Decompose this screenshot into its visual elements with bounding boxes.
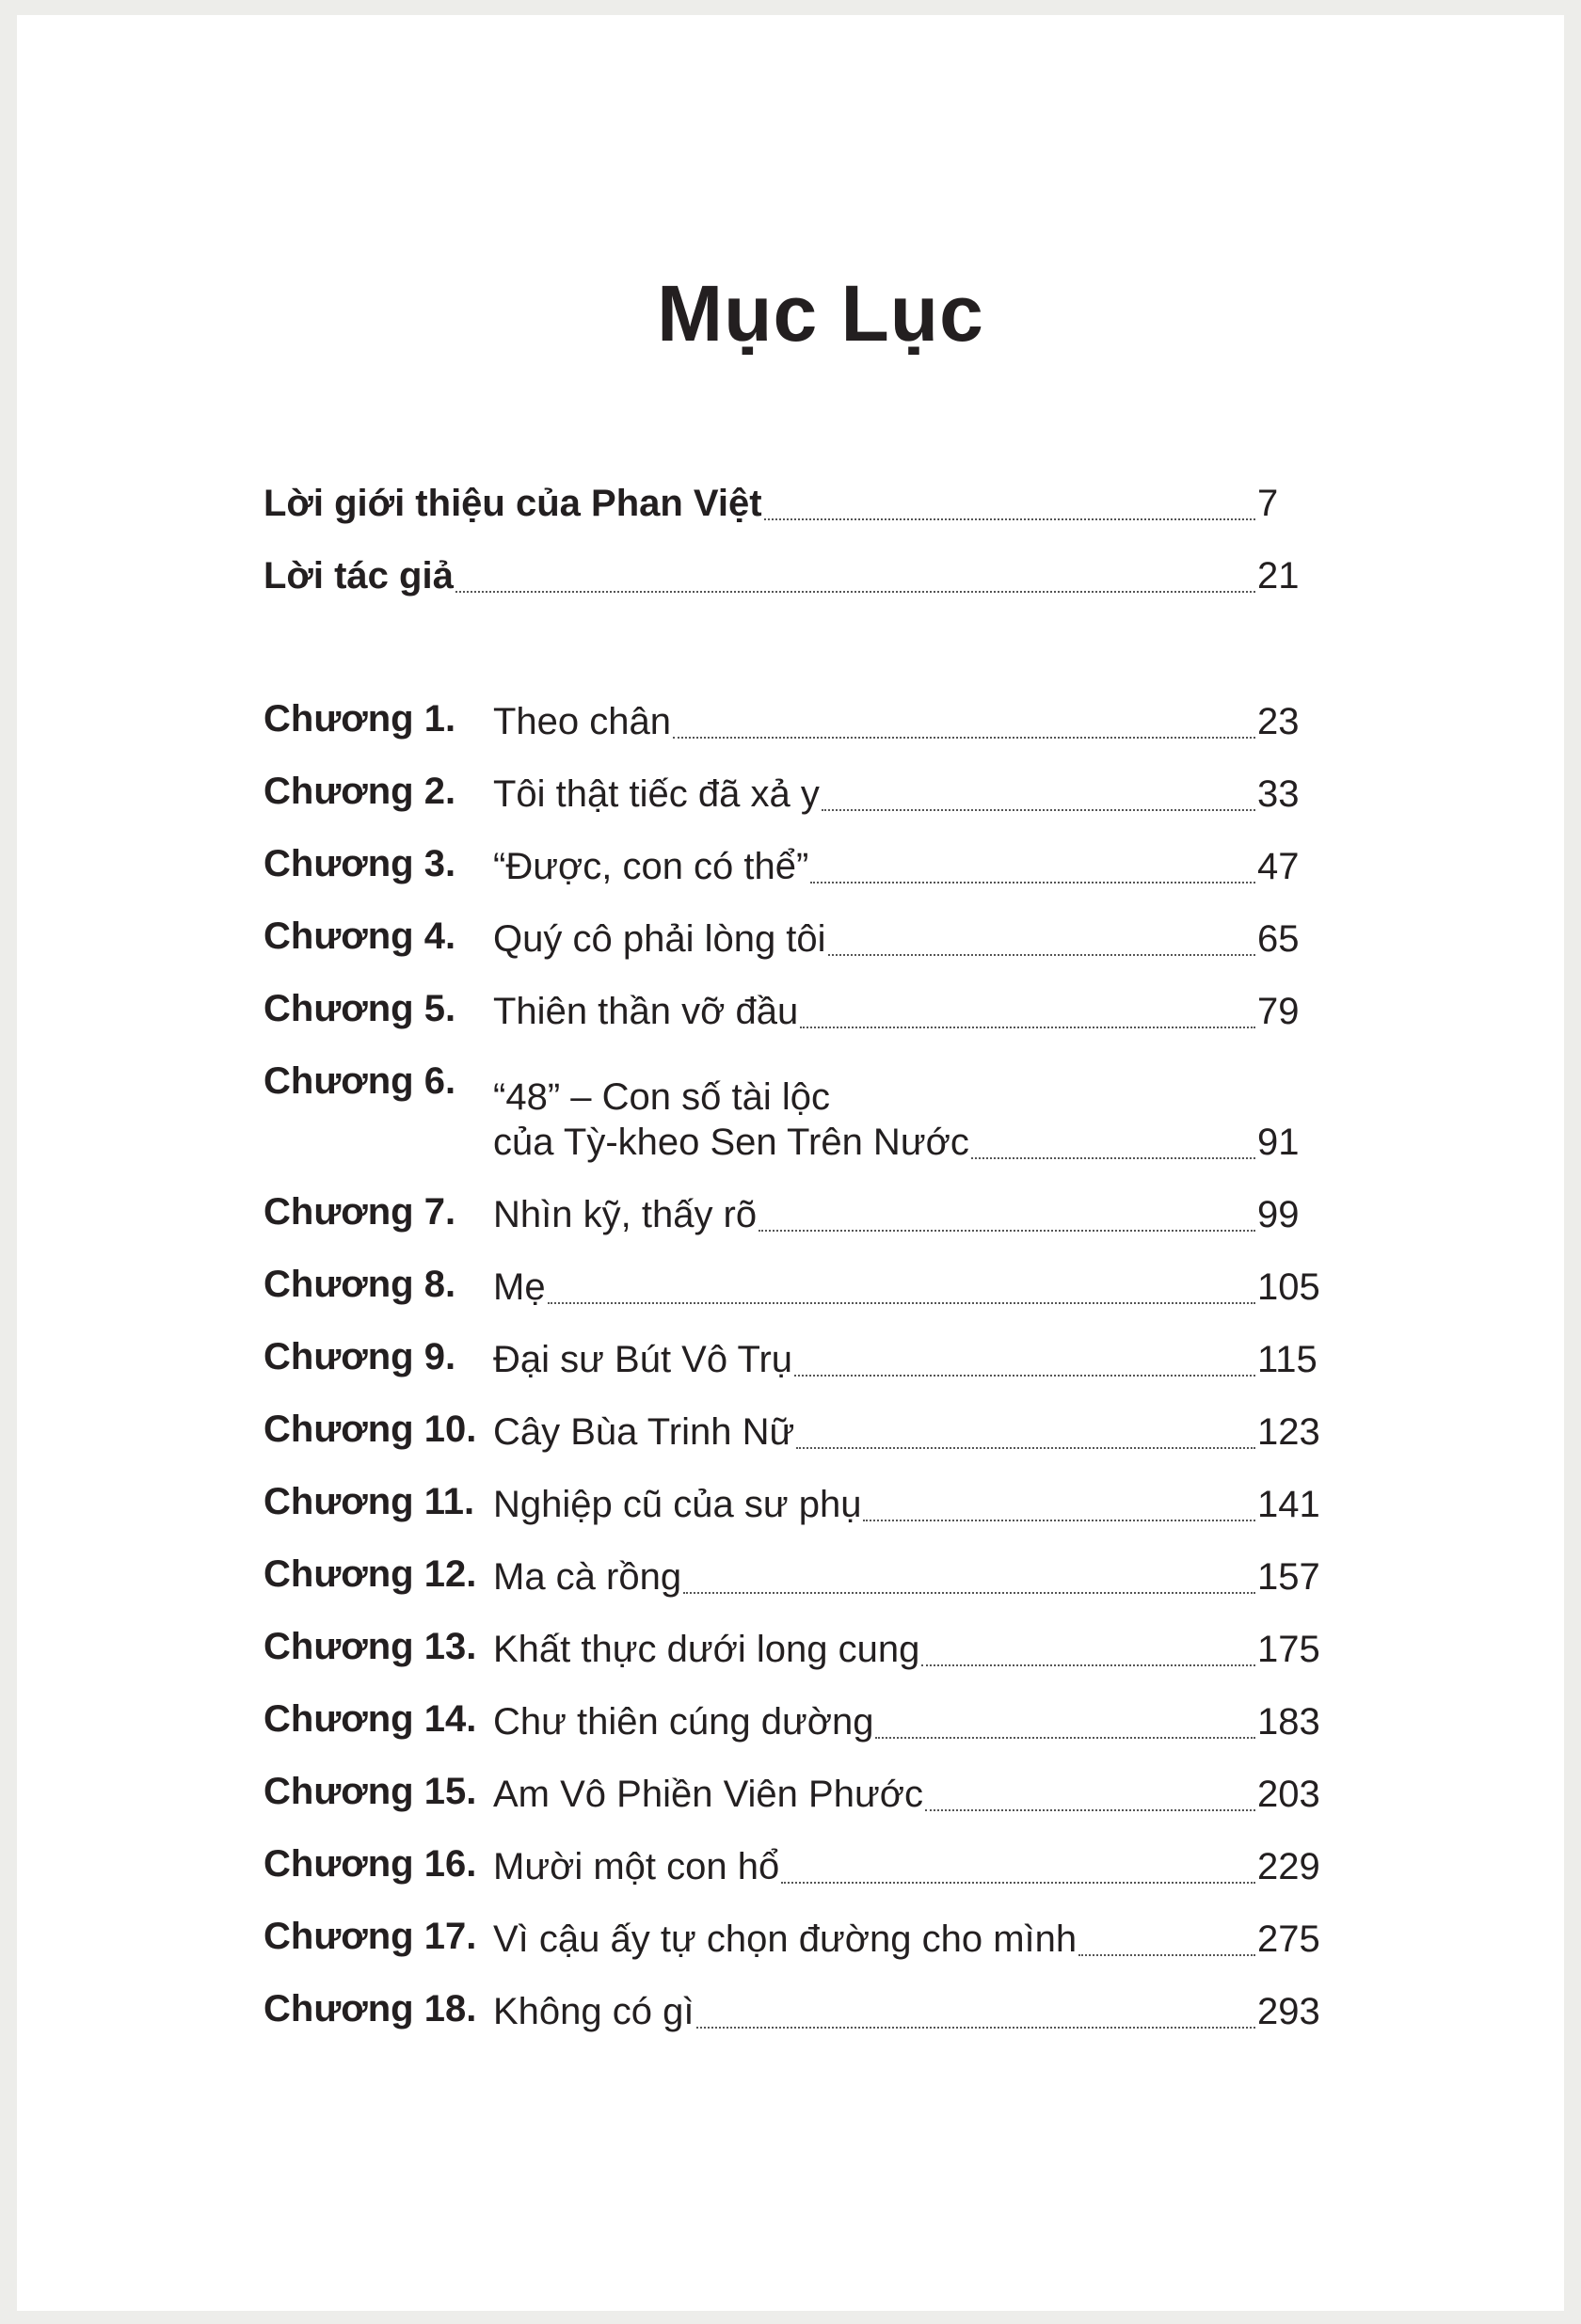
- dot-leader: [1078, 1954, 1255, 1956]
- dot-leader: [794, 1375, 1255, 1377]
- dot-leader: [673, 737, 1255, 739]
- chapter-title: Quý cô phải lòng tôi: [493, 918, 826, 960]
- chapter-page: 65: [1257, 918, 1300, 960]
- chapter-label: Chương 8.: [264, 1264, 456, 1305]
- toc-entry-chapter-11: [264, 1466, 1327, 1538]
- chapter-page: 293: [1257, 1991, 1320, 2032]
- chapter-page: 79: [1257, 991, 1300, 1032]
- chapter-page: 115: [1257, 1339, 1318, 1380]
- chapter-title: Ma cà rồng: [493, 1556, 682, 1598]
- chapter-title: Đại sư Bút Vô Trụ: [493, 1339, 793, 1380]
- toc-entry-introduction: [264, 465, 1327, 537]
- chapter-page: 123: [1257, 1411, 1320, 1453]
- toc-entry-chapter-7: [264, 1176, 1327, 1249]
- chapter-page: 203: [1257, 1774, 1320, 1815]
- chapter-title: “Được, con có thể”: [493, 846, 809, 887]
- entry-page: 21: [1257, 555, 1300, 597]
- dot-leader: [781, 1882, 1255, 1884]
- chapter-page: 33: [1257, 773, 1300, 815]
- toc-entry-chapter-2: [264, 756, 1327, 828]
- chapter-page: 47: [1257, 846, 1300, 887]
- chapter-title: Tôi thật tiếc đã xả y: [493, 773, 820, 815]
- chapter-title: Không có gì: [493, 1991, 695, 2032]
- chapter-page: 141: [1257, 1484, 1320, 1525]
- entry-title: Lời tác giả: [264, 555, 454, 597]
- chapter-label: Chương 13.: [264, 1626, 477, 1667]
- chapter-title: Mẹ: [493, 1266, 546, 1308]
- chapter-label: Chương 5.: [264, 988, 456, 1029]
- chapter-title-line-1: “48” – Con số tài lộc: [493, 1076, 830, 1118]
- chapter-label: Chương 14.: [264, 1698, 477, 1740]
- table-of-contents: [264, 465, 1327, 2045]
- dot-leader: [796, 1447, 1255, 1449]
- dot-leader: [971, 1157, 1255, 1159]
- dot-leader: [548, 1302, 1255, 1304]
- chapter-title-line-2: của Tỳ-kheo Sen Trên Nước: [493, 1122, 969, 1163]
- toc-entry-chapter-4: [264, 900, 1327, 973]
- chapter-label: Chương 1.: [264, 698, 456, 740]
- chapter-label: Chương 2.: [264, 771, 456, 812]
- chapter-title: Nghiệp cũ của sư phụ: [493, 1484, 862, 1525]
- chapter-title: Thiên thần vỡ đầu: [493, 991, 799, 1032]
- chapter-label: Chương 4.: [264, 915, 456, 957]
- dot-leader: [696, 2027, 1256, 2029]
- dot-leader: [759, 1230, 1255, 1232]
- dot-leader: [822, 809, 1255, 811]
- chapter-label: Chương 17.: [264, 1916, 477, 1957]
- chapter-page: 23: [1257, 701, 1300, 742]
- dot-leader: [764, 518, 1255, 520]
- toc-entry-chapter-3: [264, 828, 1327, 900]
- chapter-page: 175: [1257, 1629, 1320, 1670]
- dot-leader: [800, 1027, 1255, 1028]
- chapter-label: Chương 6.: [264, 1060, 456, 1102]
- toc-entry-author-note: [264, 537, 1327, 610]
- chapter-title: Chư thiên cúng dường: [493, 1701, 874, 1743]
- chapter-title: Nhìn kỹ, thấy rõ: [493, 1194, 758, 1235]
- dot-leader: [455, 591, 1255, 593]
- chapter-title: Am Vô Phiền Viên Phước: [493, 1774, 923, 1815]
- chapter-page: 99: [1257, 1194, 1300, 1235]
- chapter-label: Chương 16.: [264, 1843, 477, 1885]
- chapter-page: 183: [1257, 1701, 1320, 1743]
- dot-leader: [863, 1520, 1255, 1521]
- dot-leader: [683, 1592, 1255, 1594]
- toc-entry-chapter-13: [264, 1611, 1327, 1683]
- toc-entry-chapter-8: [264, 1249, 1327, 1321]
- toc-entry-chapter-16: [264, 1828, 1327, 1901]
- toc-entry-chapter-9: [264, 1321, 1327, 1393]
- chapter-label: Chương 3.: [264, 843, 456, 884]
- toc-entry-chapter-18: [264, 1973, 1327, 2045]
- page-title: Mục Lục: [657, 269, 984, 358]
- dot-leader: [921, 1664, 1255, 1666]
- dot-leader: [875, 1737, 1255, 1739]
- toc-entry-chapter-1: [264, 683, 1327, 756]
- chapter-title: Cây Bùa Trinh Nữ: [493, 1411, 795, 1453]
- book-page: [17, 15, 1564, 2311]
- chapter-label: Chương 18.: [264, 1988, 477, 2030]
- toc-entry-chapter-10: [264, 1393, 1327, 1466]
- toc-entry-chapter-6: [264, 1045, 1327, 1176]
- chapter-page: 229: [1257, 1846, 1320, 1887]
- entry-page: 7: [1257, 483, 1279, 524]
- toc-entry-chapter-15: [264, 1756, 1327, 1828]
- chapter-title: Mười một con hổ: [493, 1846, 780, 1887]
- chapter-label: Chương 7.: [264, 1191, 456, 1233]
- dot-leader: [810, 882, 1255, 883]
- dot-leader: [828, 954, 1255, 956]
- toc-entry-chapter-12: [264, 1538, 1327, 1611]
- toc-entry-chapter-17: [264, 1901, 1327, 1973]
- chapter-page: 157: [1257, 1556, 1320, 1598]
- chapter-label: Chương 10.: [264, 1409, 477, 1450]
- chapter-title: Vì cậu ấy tự chọn đường cho mình: [493, 1918, 1078, 1960]
- chapter-page: 105: [1257, 1266, 1320, 1308]
- chapter-label: Chương 9.: [264, 1336, 456, 1377]
- chapter-page: 91: [1257, 1122, 1300, 1163]
- toc-entry-chapter-14: [264, 1683, 1327, 1756]
- toc-entry-chapter-5: [264, 973, 1327, 1045]
- chapter-title: Khất thực dưới long cung: [493, 1629, 920, 1670]
- chapter-page: 275: [1257, 1918, 1320, 1960]
- chapter-label: Chương 11.: [264, 1481, 475, 1522]
- chapter-label: Chương 12.: [264, 1553, 477, 1595]
- chapter-label: Chương 15.: [264, 1771, 477, 1812]
- entry-title: Lời giới thiệu của Phan Việt: [264, 483, 762, 524]
- dot-leader: [925, 1809, 1255, 1811]
- chapter-title: Theo chân: [493, 701, 672, 742]
